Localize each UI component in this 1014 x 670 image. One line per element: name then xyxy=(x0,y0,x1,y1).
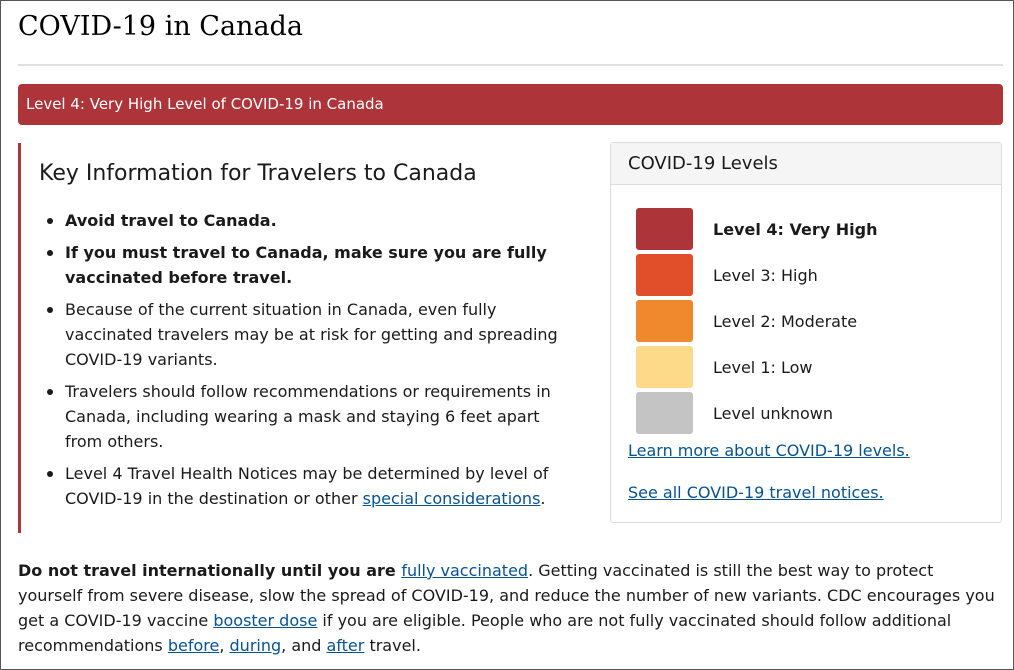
fully-vaccinated-link[interactable]: fully vaccinated xyxy=(401,561,529,580)
level-4-swatch xyxy=(636,208,693,250)
level-row-1 xyxy=(636,344,1001,390)
see-all-travel-notices-link[interactable]: See all COVID-19 travel notices. xyxy=(628,483,884,502)
list-item: Because of the current situation in Canada, even fully vaccinated travelers may be at risk for getting and spreading COVID-19 variants. xyxy=(39,297,578,372)
list-item-text: Level 4 Travel Health Notices may be determined by level of COVID-19 in the destination or other xyxy=(65,464,549,508)
booster-dose-link[interactable]: booster dose xyxy=(213,611,318,630)
vaccination-advice-paragraph xyxy=(18,558,998,658)
level-row-2 xyxy=(636,298,1001,344)
key-information-panel xyxy=(18,143,578,533)
level-unknown-label: Level unknown xyxy=(713,403,834,423)
vaccination-advice-text-end: travel. xyxy=(364,636,421,655)
level-row-unknown xyxy=(636,390,1001,436)
covid-levels-title: COVID-19 Levels xyxy=(611,143,1001,185)
list-item: Avoid travel to Canada. xyxy=(39,208,578,233)
level-unknown-swatch xyxy=(636,392,693,434)
special-considerations-link[interactable]: special considerations xyxy=(362,489,541,508)
list-item xyxy=(39,461,578,511)
list-item: If you must travel to Canada, make sure you are fully vaccinated before travel. xyxy=(39,240,578,290)
list-item-text-end: . xyxy=(540,489,546,508)
before-travel-link[interactable]: before xyxy=(167,636,220,655)
vaccination-advice-lead: Do not travel internationally until you are xyxy=(18,561,402,580)
list-item: Travelers should follow recommendations or requirements in Canada, including wearing a mask and staying 6 feet apart from others. xyxy=(39,379,578,454)
level-2-swatch xyxy=(636,300,693,342)
key-information-title: Key Information for Travelers to Canada xyxy=(39,161,477,186)
level-alert-banner: Level 4: Very High Level of COVID-19 in Canada xyxy=(18,84,1003,125)
level-4-label: Level 4: Very High xyxy=(713,219,878,239)
level-3-label: Level 3: High xyxy=(713,265,818,285)
learn-more-levels-link[interactable]: Learn more about COVID-19 levels. xyxy=(628,441,910,460)
covid-levels-panel xyxy=(610,142,1002,523)
level-1-swatch xyxy=(636,346,693,388)
level-3-swatch xyxy=(636,254,693,296)
level-row-3 xyxy=(636,252,1001,298)
during-travel-link[interactable]: during xyxy=(229,636,282,655)
separator-text: , xyxy=(219,636,230,655)
level-2-label: Level 2: Moderate xyxy=(713,311,858,331)
page-title: COVID-19 in Canada xyxy=(18,11,303,42)
key-information-list xyxy=(39,208,578,511)
vaccination-advice-text: . Getting vaccinated is still the best way to protect yourself from severe disease, slow the spread of COVID-19, and reduce the number of new variants. CDC encourages you get a COVID-19 vaccine xyxy=(18,561,995,630)
separator-text-2: , and xyxy=(281,636,327,655)
title-divider xyxy=(18,64,1003,66)
level-row-4 xyxy=(636,206,1001,252)
level-1-label: Level 1: Low xyxy=(713,357,813,377)
vaccination-advice-text-2: if you are eligible. People who are not fully vaccinated should follow additional recommendations xyxy=(18,611,952,655)
after-travel-link[interactable]: after xyxy=(326,636,365,655)
covid-levels-legend xyxy=(611,185,1001,436)
